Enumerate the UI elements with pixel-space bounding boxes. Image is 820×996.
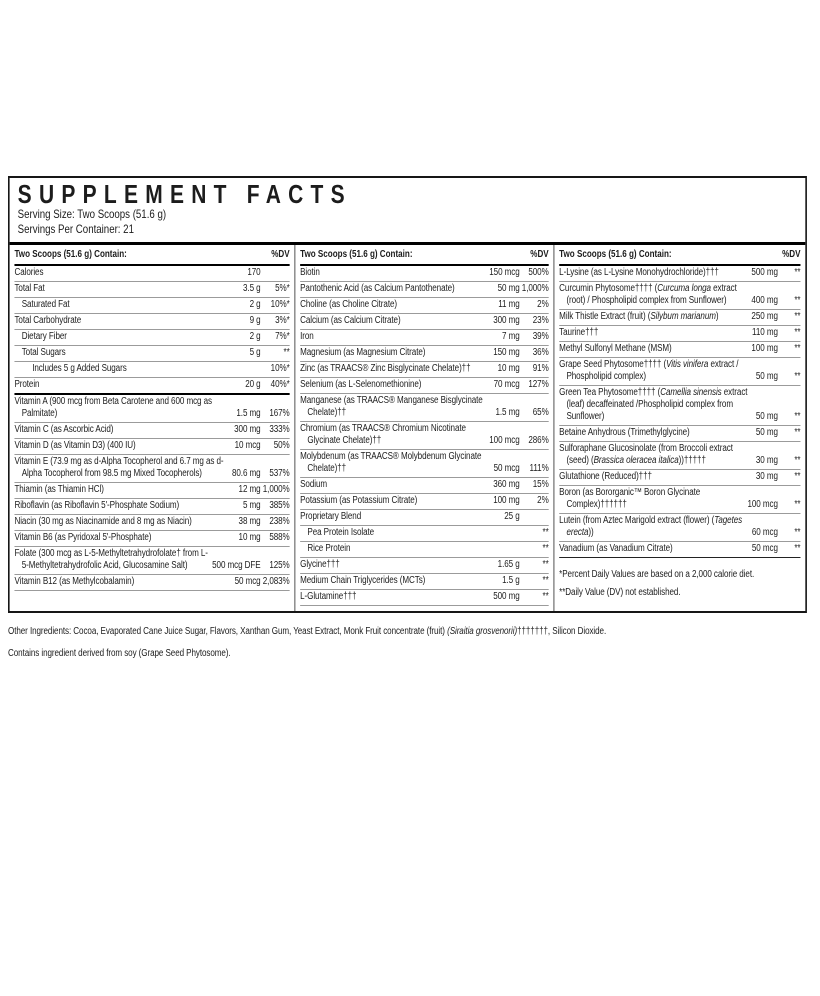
nutrient-name: Includes 5 g Added Sugars: [32, 363, 127, 374]
nutrient-name: Vitamin D (as Vitamin D3) (400 IU): [14, 440, 136, 451]
table-row: [300, 590, 549, 606]
column-header-label: Two Scoops (51.6 g) Contain:: [300, 248, 413, 260]
column-header: [300, 245, 549, 266]
nutrient-dv: **: [794, 471, 801, 482]
table-row: [14, 282, 289, 298]
nutrient-name: Thiamin (as Thiamin HCl): [14, 484, 104, 495]
nutrient-amount: 150 mcg: [489, 267, 520, 278]
nutrient-amount: 5 g: [249, 347, 261, 358]
nutrient-dv: 5%*: [275, 283, 290, 294]
table-row: [300, 282, 549, 298]
facts-column: [294, 245, 553, 611]
table-row: [559, 386, 800, 426]
nutrient-name: Glutathione (Reduced)†††: [559, 471, 652, 482]
nutrient-amount: 38 mg: [238, 516, 261, 527]
nutrient-amount: 80.6 mg: [231, 468, 261, 479]
nutrient-dv: 537%: [269, 468, 290, 479]
table-row: [300, 526, 549, 542]
table-row: [300, 314, 549, 330]
table-row: [14, 298, 289, 314]
nutrient-dv: 2,083%: [262, 576, 290, 587]
nutrient-name: Green Tea Phytosome†††† (Camellia sinensis extract (leaf) decaffeinated /Phospholipid complex from Sunflower): [559, 387, 748, 422]
other-ingredients-text: Other Ingredients: Cocoa, Evaporated Cane Juice Sugar, Flavors, Xanthan Gum, Yeast Extract, Monk Fruit concentrate (fruit) (Siraitia grosvenorii)†††††††, Silicon Dioxide.: [8, 626, 607, 637]
nutrient-dv: 125%: [269, 560, 290, 571]
nutrient-name: Calories: [14, 267, 44, 278]
nutrient-dv: 15%: [532, 479, 549, 490]
nutrient-amount: 10 mcg: [234, 440, 261, 451]
nutrient-dv: 333%: [269, 424, 290, 435]
nutrient-name: Vitamin B12 (as Methylcobalamin): [14, 576, 135, 587]
nutrient-dv: 500%: [528, 267, 549, 278]
nutrient-name: Magnesium (as Magnesium Citrate): [300, 347, 426, 358]
nutrient-dv: **: [542, 527, 549, 538]
nutrient-dv: 111%: [529, 463, 549, 474]
nutrient-name: Pea Protein Isolate: [307, 527, 375, 538]
nutrient-amount: 30 mg: [755, 471, 778, 482]
nutrient-dv: 385%: [269, 500, 290, 511]
table-row: [14, 439, 289, 455]
nutrient-amount: 100 mg: [493, 495, 520, 506]
nutrient-name: Riboflavin (as Riboflavin 5'-Phosphate Sodium): [14, 500, 180, 511]
nutrient-name: Sulforaphane Glucosinolate (from Broccoli extract (seed) (Brassica oleracea italica))†††††: [559, 443, 733, 466]
table-row: [14, 575, 289, 591]
column-header-label: Two Scoops (51.6 g) Contain:: [559, 248, 672, 260]
supplement-facts-panel: [8, 176, 807, 613]
nutrient-dv: 1,000%: [521, 283, 549, 294]
nutrient-dv: **: [542, 575, 549, 586]
nutrient-name: Iron: [300, 331, 314, 342]
table-row: [300, 330, 549, 346]
nutrient-dv: 50%: [273, 440, 290, 451]
nutrient-dv: **: [542, 591, 549, 602]
table-row: [300, 394, 549, 422]
table-row: [300, 558, 549, 574]
nutrient-dv: 127%: [528, 379, 549, 390]
table-row: [559, 442, 800, 470]
nutrient-amount: 70 mcg: [493, 379, 520, 390]
label-footer: [8, 626, 815, 660]
table-row: [14, 547, 289, 575]
nutrient-name: Molybdenum (as TRAACS® Molybdenum Glycinate Chelate)††: [300, 451, 482, 474]
nutrient-name: Calcium (as Calcium Citrate): [300, 315, 401, 326]
table-row: [300, 378, 549, 394]
nutrient-amount: 1.65 g: [497, 559, 520, 570]
nutrient-dv: 238%: [269, 516, 290, 527]
nutrient-amount: 500 mg: [493, 591, 520, 602]
table-row: [14, 483, 289, 499]
facts-rows: [559, 266, 800, 558]
nutrient-amount: 100 mcg: [489, 435, 520, 446]
nutrient-amount: 5 mg: [242, 500, 261, 511]
nutrient-dv: **: [794, 411, 801, 422]
nutrient-name: Potassium (as Potassium Citrate): [300, 495, 418, 506]
nutrient-amount: 20 g: [245, 379, 261, 390]
nutrient-name: Vanadium (as Vanadium Citrate): [559, 543, 673, 554]
nutrient-dv: **: [794, 371, 801, 382]
nutrient-amount: 100 mg: [751, 343, 778, 354]
nutrient-name: Biotin: [300, 267, 320, 278]
column-header-label: Two Scoops (51.6 g) Contain:: [14, 248, 127, 260]
facts-column: [554, 245, 806, 611]
nutrient-amount: 10 mg: [238, 532, 261, 543]
nutrient-name: Betaine Anhydrous (Trimethylglycine): [559, 427, 690, 438]
nutrient-amount: 300 mg: [234, 424, 261, 435]
facts-column: [10, 245, 295, 611]
nutrient-amount: 1.5 mg: [495, 407, 520, 418]
nutrient-name: Milk Thistle Extract (fruit) (Silybum marianum): [559, 311, 719, 322]
table-row: [14, 531, 289, 547]
facts-table: [10, 242, 806, 611]
nutrient-name: Vitamin E (73.9 mg as d-Alpha Tocopherol and 6.7 mg as d-Alpha Tocopherol from 98.5 mg Mixed Tocopherols): [14, 456, 224, 479]
nutrient-name: Saturated Fat: [21, 299, 70, 310]
facts-rows: [14, 266, 289, 591]
nutrient-dv: 286%: [528, 435, 549, 446]
nutrient-name: Medium Chain Triglycerides (MCTs): [300, 575, 426, 586]
page-title: SUPPLEMENT FACTS: [17, 179, 352, 209]
nutrient-amount: 9 g: [249, 315, 261, 326]
nutrient-dv: 167%: [269, 408, 290, 419]
nutrient-amount: 100 mcg: [747, 499, 778, 510]
nutrient-dv: 39%: [532, 331, 549, 342]
nutrient-amount: 1.5 mg: [236, 408, 261, 419]
nutrient-dv: 65%: [532, 407, 549, 418]
nutrient-name: Sodium: [300, 479, 328, 490]
table-row: [300, 478, 549, 494]
nutrient-dv: **: [794, 455, 801, 466]
nutrient-amount: 11 mg: [498, 299, 520, 310]
nutrient-name: Vitamin A (900 mcg from Beta Carotene and 600 mcg as Palmitate): [14, 396, 212, 419]
nutrient-dv: **: [794, 499, 801, 510]
nutrient-name: Rice Protein: [307, 543, 351, 554]
nutrient-dv: 3%*: [275, 315, 290, 326]
nutrient-name: Manganese (as TRAACS® Manganese Bisglycinate Chelate)††: [300, 395, 483, 418]
nutrient-amount: 400 mg: [751, 295, 778, 306]
table-row: [559, 426, 800, 442]
table-row: [559, 282, 800, 310]
nutrient-amount: 360 mg: [493, 479, 520, 490]
nutrient-dv: **: [794, 343, 801, 354]
nutrient-name: Niacin (30 mg as Niacinamide and 8 mg as Niacin): [14, 516, 192, 527]
nutrient-amount: 500 mg: [751, 267, 778, 278]
table-row: [300, 494, 549, 510]
nutrient-dv: **: [794, 267, 801, 278]
table-row: [14, 362, 289, 378]
table-row: [559, 326, 800, 342]
nutrient-amount: 50 mg: [755, 427, 778, 438]
table-row: [14, 346, 289, 362]
facts-rows: [300, 266, 549, 606]
nutrient-name: Proprietary Blend: [300, 511, 362, 522]
nutrient-name: Lutein (from Aztec Marigold extract (flower) (Tagetes erecta)): [559, 515, 743, 538]
nutrient-dv: 36%: [532, 347, 549, 358]
table-row: [300, 542, 549, 558]
nutrient-dv: 23%: [532, 315, 549, 326]
table-row: [300, 450, 549, 478]
nutrient-name: Zinc (as TRAACS® Zinc Bisglycinate Chelate)††: [300, 363, 471, 374]
nutrient-dv: 7%*: [275, 331, 290, 342]
table-row: [300, 346, 549, 362]
nutrient-dv: **: [283, 347, 290, 358]
table-row: [14, 395, 289, 423]
table-row: [14, 378, 289, 395]
table-row: [14, 330, 289, 346]
nutrient-name: L-Glutamine†††: [300, 591, 357, 602]
nutrient-dv: **: [794, 295, 801, 306]
nutrient-amount: 50 mg: [497, 283, 520, 294]
nutrient-amount: 50 mcg: [234, 576, 261, 587]
nutrient-name: Chromium (as TRAACS® Chromium Nicotinate Glycinate Chelate)††: [300, 423, 466, 446]
nutrient-name: Total Sugars: [21, 347, 66, 358]
nutrient-name: Folate (300 mcg as L-5-Methyltetrahydrofolate† from L-5-Methyltetrahydrofolic Acid, Glucosamine Salt): [14, 548, 208, 571]
nutrient-amount: 50 mcg: [751, 543, 778, 554]
table-row: [559, 266, 800, 282]
nutrient-dv: 91%: [532, 363, 549, 374]
table-row: [559, 358, 800, 386]
table-row: [559, 486, 800, 514]
nutrient-name: Selenium (as L-Selenomethionine): [300, 379, 422, 390]
nutrient-name: Pantothenic Acid (as Calcium Pantothenate): [300, 283, 455, 294]
nutrient-dv: **: [794, 427, 801, 438]
nutrient-amount: 50 mcg: [493, 463, 520, 474]
nutrient-dv: 2%: [537, 299, 549, 310]
nutrient-amount: 30 mg: [755, 455, 778, 466]
table-row: [14, 499, 289, 515]
nutrient-amount: 500 mcg DFE: [212, 560, 261, 571]
nutrient-name: L-Lysine (as L-Lysine Monohydrochloride)†††: [559, 267, 719, 278]
column-header: [559, 245, 800, 266]
nutrient-amount: 1.5 g: [502, 575, 520, 586]
table-row: [14, 266, 289, 282]
table-row: [300, 298, 549, 314]
nutrient-name: Vitamin B6 (as Pyridoxal 5'-Phosphate): [14, 532, 152, 543]
table-row: [559, 542, 800, 558]
nutrient-name: Total Carbohydrate: [14, 315, 82, 326]
table-row: [14, 455, 289, 483]
footnote-daily-values: *Percent Daily Values are based on a 2,000 calorie diet.: [559, 568, 755, 580]
nutrient-amount: 170: [247, 267, 261, 278]
column-header: [14, 245, 289, 266]
table-row: [14, 423, 289, 439]
nutrient-name: Curcumin Phytosome†††† (Curcuma longa extract (root) / Phospholipid complex from Sunflower): [559, 283, 737, 306]
nutrient-amount: 12 mg: [238, 484, 261, 495]
nutrient-dv: **: [542, 543, 549, 554]
nutrient-amount: 2 g: [249, 331, 261, 342]
footnotes: [559, 558, 800, 610]
column-header-dv: %DV: [782, 248, 801, 260]
nutrient-dv: 588%: [269, 532, 290, 543]
table-row: [559, 310, 800, 326]
other-ingredients: [8, 626, 815, 639]
nutrient-amount: 7 mg: [502, 331, 520, 342]
table-row: [559, 342, 800, 358]
table-row: [300, 266, 549, 282]
table-row: [300, 574, 549, 590]
nutrient-name: Boron (as Bororganic™ Boron Glycinate Complex)††††††: [559, 487, 701, 510]
table-row: [14, 515, 289, 531]
nutrient-name: Total Fat: [14, 283, 45, 294]
nutrient-amount: 10 mg: [497, 363, 520, 374]
footnote-not-established: **Daily Value (DV) not established.: [559, 587, 681, 598]
nutrient-name: Grape Seed Phytosome†††† (Vitis vinifera extract / Phospholipid complex): [559, 359, 739, 382]
nutrient-amount: 2 g: [249, 299, 261, 310]
nutrient-amount: 150 mg: [493, 347, 520, 358]
nutrient-name: Glycine†††: [300, 559, 340, 570]
table-row: [559, 514, 800, 542]
nutrient-dv: **: [794, 527, 801, 538]
nutrient-dv: **: [794, 543, 801, 554]
column-header-dv: %DV: [530, 248, 549, 260]
nutrient-amount: 110 mg: [752, 327, 778, 338]
nutrient-dv: **: [794, 311, 801, 322]
serving-size: Serving Size: Two Scoops (51.6 g): [17, 207, 167, 221]
nutrient-dv: 40%*: [270, 379, 290, 390]
table-row: [14, 314, 289, 330]
column-header-dv: %DV: [271, 248, 290, 260]
nutrient-name: Protein: [14, 379, 40, 390]
label-wrapper: [8, 176, 815, 660]
table-row: [300, 362, 549, 378]
nutrient-name: Vitamin C (as Ascorbic Acid): [14, 424, 114, 435]
table-row: [300, 422, 549, 450]
nutrient-amount: 60 mcg: [751, 527, 778, 538]
nutrient-dv: **: [542, 559, 549, 570]
nutrient-amount: 50 mg: [755, 411, 778, 422]
nutrient-name: Choline (as Choline Citrate): [300, 299, 398, 310]
servings-per-container: Servings Per Container: 21: [17, 221, 134, 236]
nutrient-amount: 50 mg: [755, 371, 778, 382]
nutrient-name: Methyl Sulfonyl Methane (MSM): [559, 343, 672, 354]
nutrient-dv: 10%*: [270, 363, 290, 374]
nutrient-dv: **: [794, 327, 801, 338]
nutrient-amount: 25 g: [504, 511, 520, 522]
panel-header: [10, 178, 806, 242]
nutrient-amount: 3.5 g: [243, 283, 261, 294]
nutrient-dv: 2%: [537, 495, 549, 506]
soy-allergen-note: Contains ingredient derived from soy (Grape Seed Phytosome).: [8, 647, 231, 659]
table-row: [300, 510, 549, 526]
nutrient-name: Dietary Fiber: [21, 331, 67, 342]
nutrient-name: Taurine†††: [559, 327, 599, 338]
nutrient-amount: 250 mg: [751, 311, 778, 322]
nutrient-dv: 10%*: [270, 299, 290, 310]
table-row: [559, 470, 800, 486]
nutrient-dv: 1,000%: [262, 484, 290, 495]
nutrient-amount: 300 mg: [493, 315, 520, 326]
